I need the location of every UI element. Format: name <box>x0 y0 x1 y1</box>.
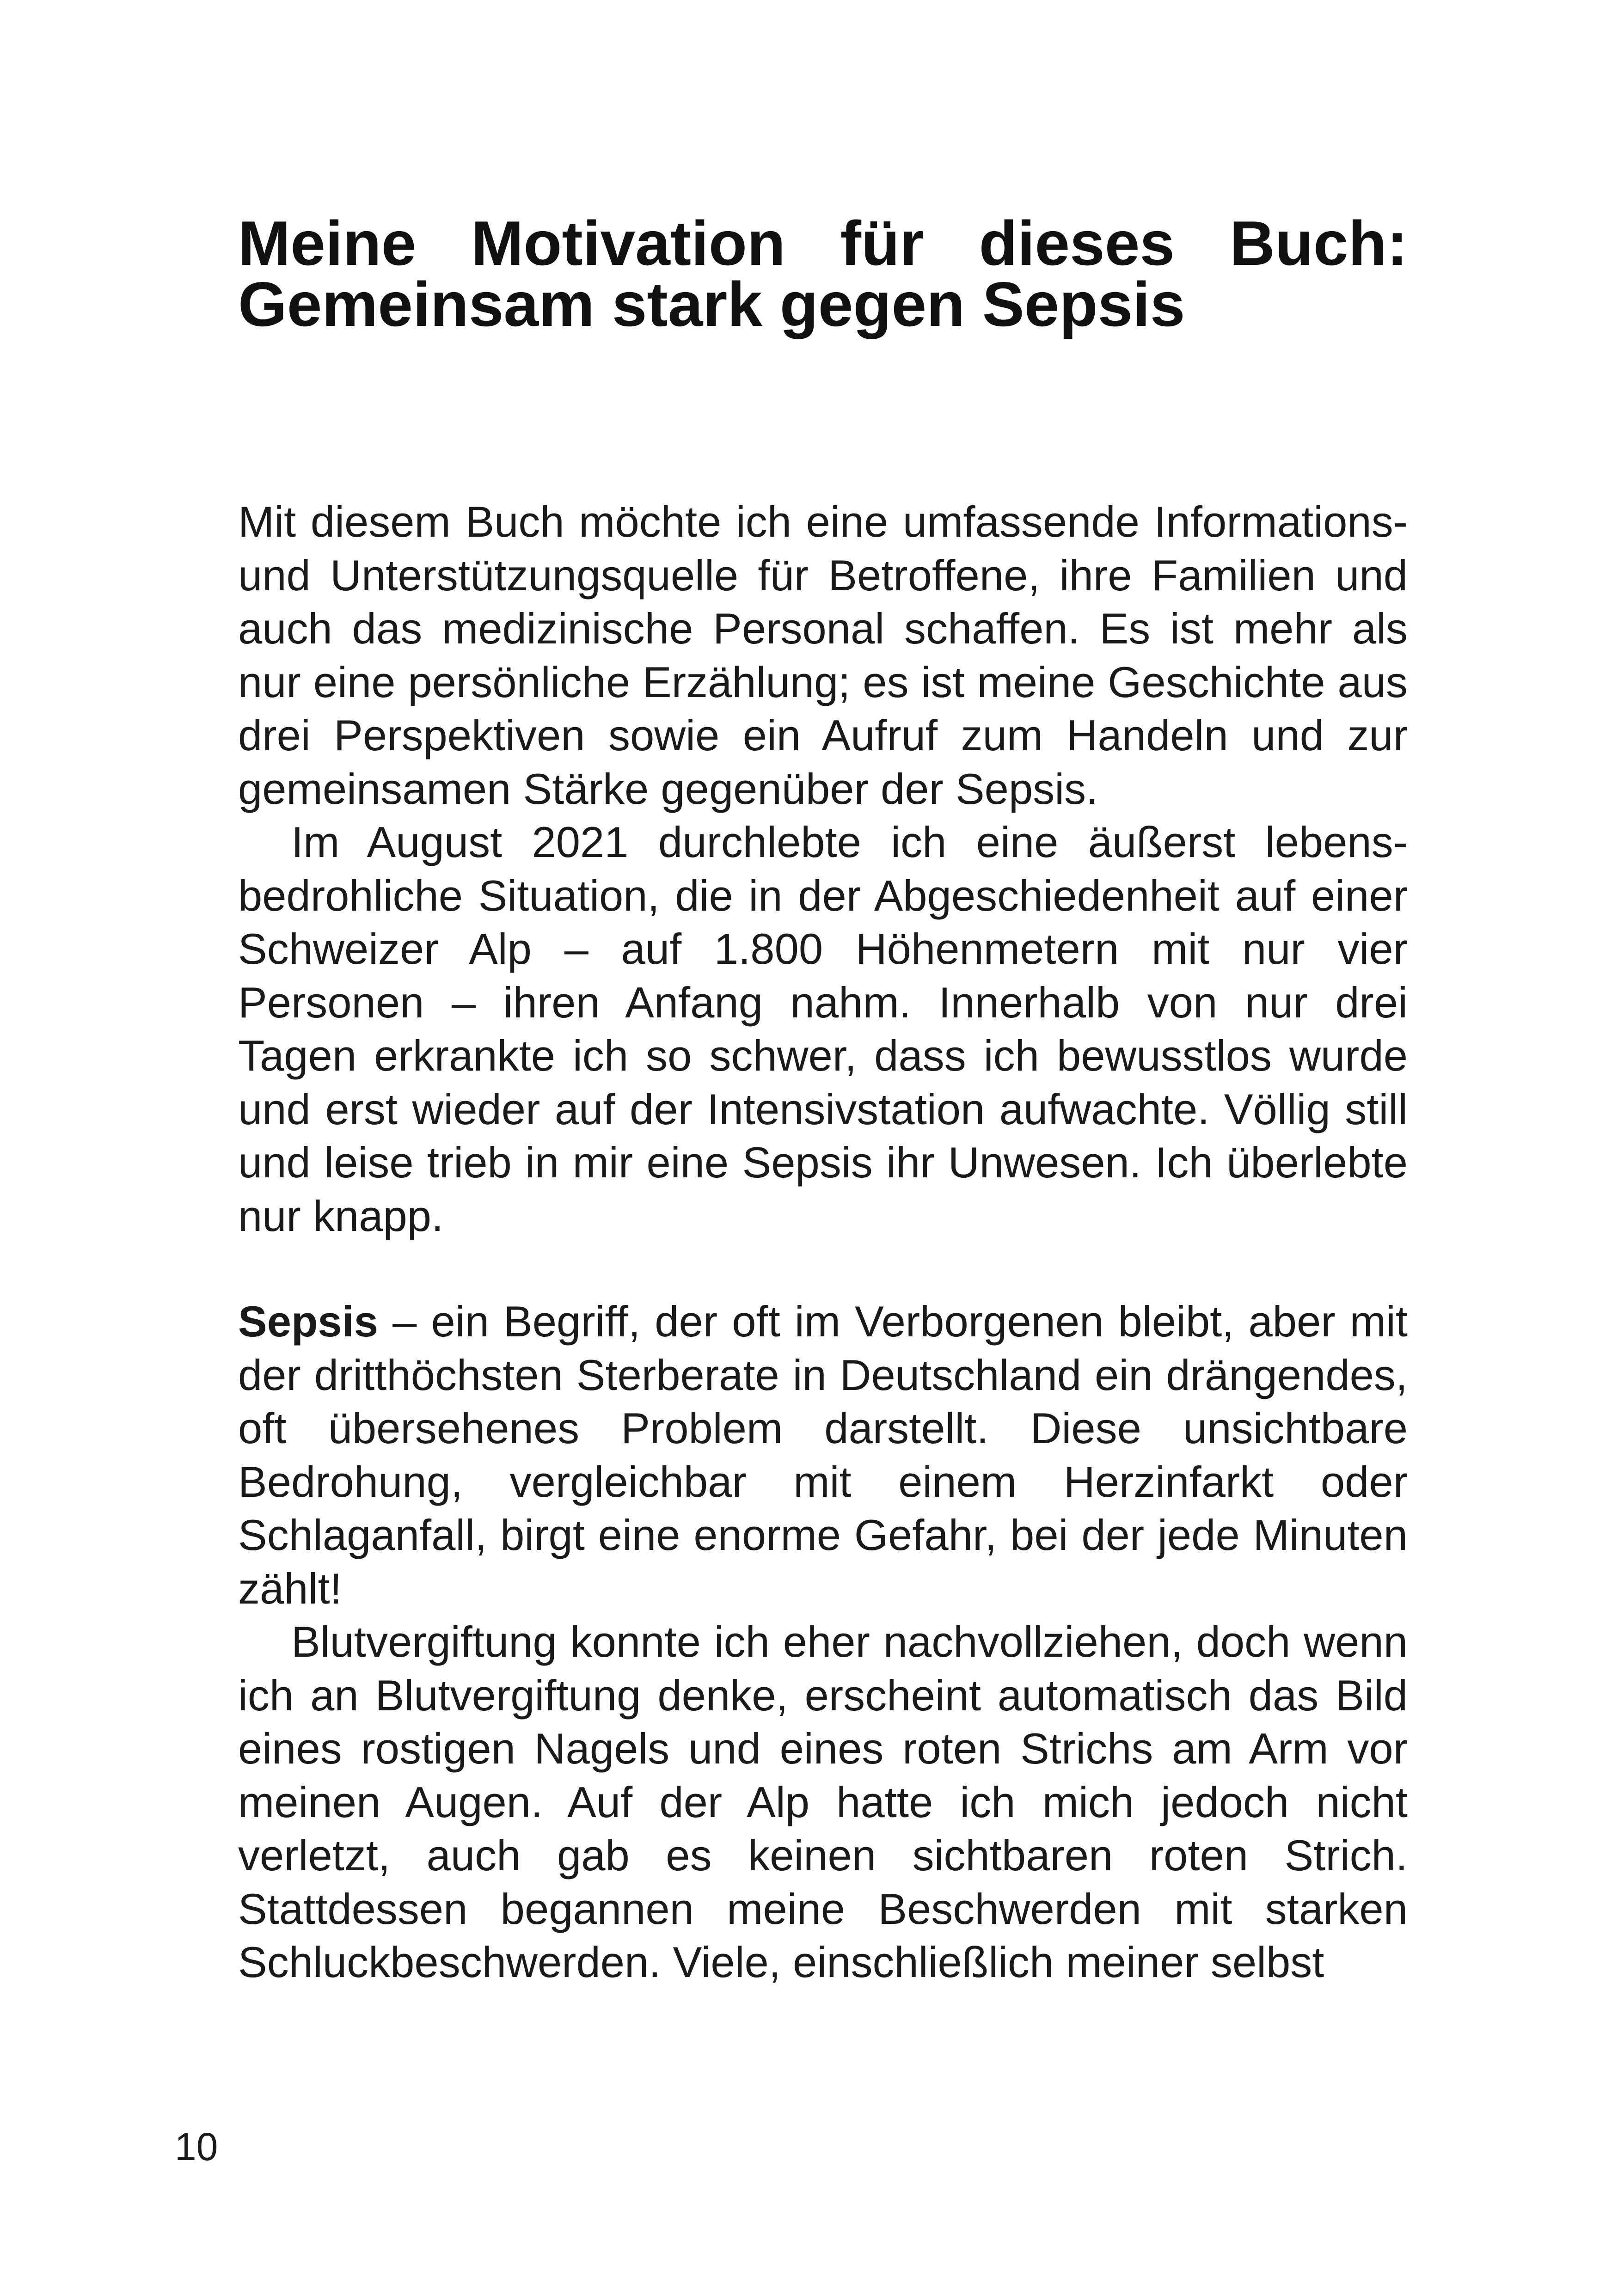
chapter-title-line-2: Gemeinsam stark gegen Sepsis <box>238 269 1185 339</box>
paragraph-3 <box>238 1295 1408 1615</box>
paragraph-1: Mit diesem Buch möchte ich eine umfassende Informations- und Unterstützungsquelle für Betroffene, ihre Familien und auch das medizinische Personal schaffen. Es ist mehr als nur eine persönliche Erzählung; es ist meine Geschichte aus drei Perspektiven sowie ein Aufruf zum Handeln und zur gemeinsamen Stärke gegenüber der Sepsis. <box>238 497 1408 813</box>
chapter-title-line-1: Meine Motivation für dieses Buch: <box>238 208 1408 278</box>
sepsis-term: Sepsis <box>238 1297 379 1346</box>
chapter-title <box>238 208 1408 339</box>
text-block-1 <box>238 495 1408 1243</box>
paragraph-4: Blutvergiftung konnte ich eher nachvollziehen, doch wenn ich an Blutvergiftung denke, erscheint automatisch das Bild eines rostigen Nagels und eines roten Strichs am Arm vor meinen Augen. Auf der Alp hatte ich mich jedoch nicht verletzt, auch gab es keinen sichtbaren roten Strich. Stattdessen begannen meine Beschwerden mit starken Schluckbeschwerden. Viele, einschließlich meiner selbst <box>238 1617 1408 1986</box>
text-block-2 <box>238 1295 1408 1989</box>
paragraph-2: Im August 2021 durchlebte ich eine äußerst lebens-bedrohliche Situation, die in der Abgeschiedenheit auf einer Schweizer Alp – auf 1.800 Höhenmetern mit nur vier Personen – ihren Anfang nahm. Innerhalb von nur drei Tagen erkrankte ich so schwer, dass ich bewusstlos wurde und erst wieder auf der Intensivstation aufwachte. Völlig still und leise trieb in mir eine Sepsis ihr Unwesen. Ich überlebte nur knapp. <box>238 818 1408 1240</box>
paragraph-3-text: – ein Begriff, der oft im Verborgenen bleibt, aber mit der dritthöchsten Sterberate in Deutschland ein drängendes, oft übersehenes Problem darstellt. Diese unsichtbare Bedrohung, vergleichbar mit einem Herzinfarkt oder Schlaganfall, birgt eine enorme Gefahr, bei der jede Minuten zählt! <box>238 1297 1408 1613</box>
page-number: 10 <box>175 2125 218 2168</box>
